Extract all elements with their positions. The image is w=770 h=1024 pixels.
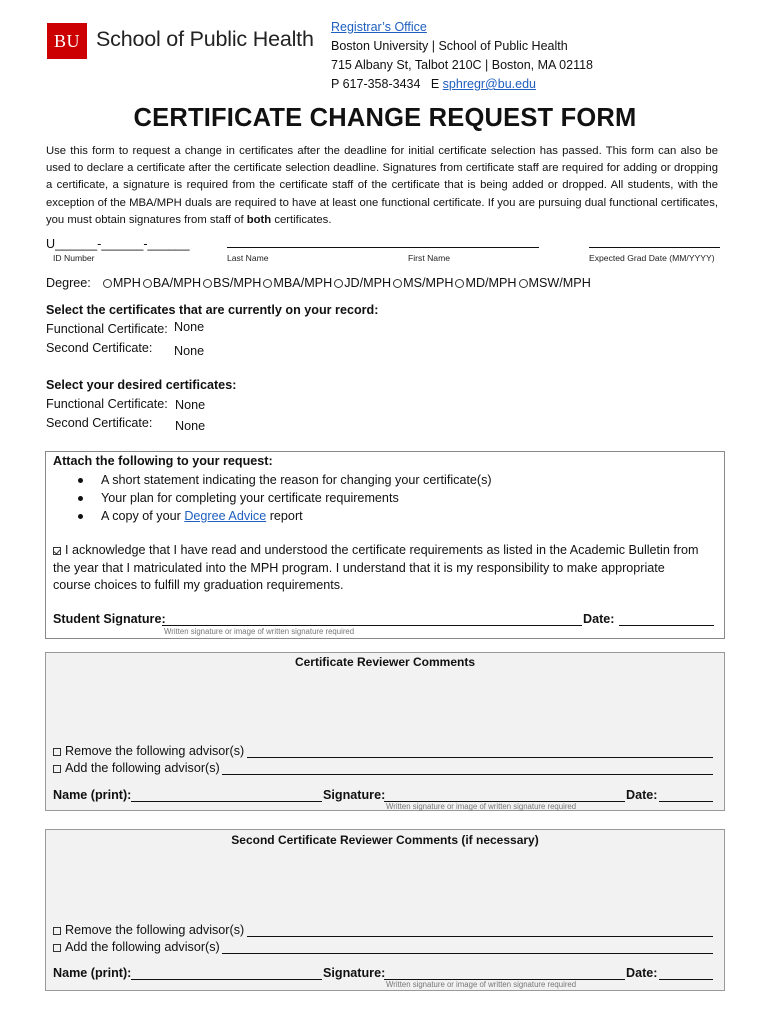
- desired-second-label: Second Certificate:: [46, 416, 153, 430]
- list-item: A copy of your Degree Advice report: [53, 507, 492, 525]
- student-date-field[interactable]: [619, 625, 714, 626]
- acknowledgement-line-1: I acknowledge that I have read and understood the certificate requirements as listed in the Academic Bulletin from: [53, 543, 699, 557]
- radio-icon: [103, 279, 112, 288]
- degree-option-bs-mph[interactable]: BS/MPH: [203, 276, 261, 290]
- bullet-icon: [78, 478, 83, 483]
- second-reviewer-heading: Second Certificate Reviewer Comments (if necessary): [231, 833, 539, 847]
- bullet-icon: [78, 514, 83, 519]
- bu-logo: [47, 23, 87, 59]
- reviewer-comments-heading: Certificate Reviewer Comments: [294, 655, 476, 669]
- degree-option-ms-mph[interactable]: MS/MPH: [393, 276, 453, 290]
- current-second-label: Second Certificate:: [46, 341, 153, 355]
- grad-date-field-line[interactable]: [589, 247, 720, 248]
- second-add-advisor-row: Add the following advisor(s): [53, 940, 220, 954]
- desired-certificates-heading: Select your desired certificates:: [46, 378, 237, 392]
- acknowledgement-line-2: the year that I matriculated into the MPH program. I understand that it is my responsibility to make appropriate: [53, 561, 665, 575]
- degree-option-mba-mph[interactable]: MBA/MPH: [263, 276, 332, 290]
- school-name: School of Public Health: [96, 27, 314, 51]
- reviewer-signature-label: Signature:: [323, 788, 386, 802]
- student-signature-note: Written signature or image of written signature required: [164, 627, 355, 636]
- last-name-label: Last Name: [227, 253, 269, 263]
- contact-line: [331, 77, 536, 91]
- desired-functional-label: Functional Certificate:: [46, 397, 168, 411]
- degree-option-mph[interactable]: MPH: [103, 276, 141, 290]
- second-reviewer-name-label: Name (print):: [53, 966, 132, 980]
- radio-icon: [203, 279, 212, 288]
- radio-icon: [455, 279, 464, 288]
- id-number-label: ID Number: [53, 253, 95, 263]
- second-remove-advisor-field[interactable]: [247, 936, 713, 937]
- attachments-heading: Attach the following to your request:: [53, 454, 273, 468]
- current-certificates-heading: Select the certificates that are currently on your record:: [46, 303, 379, 317]
- add-advisor-checkbox[interactable]: [53, 765, 61, 773]
- add-advisor-row: Add the following advisor(s): [53, 761, 220, 775]
- student-signature-field[interactable]: [162, 625, 582, 626]
- intro-paragraph: Use this form to request a change in certificates after the deadline for initial certificate selection has passed. This form can also be used to declare a certificate after the certificate selection deadline. Signatures from certificate staff are required for adding or dropping a certificate, a signature is required from the certificate staff of the certificate that is being added or dropped. All students, with the exception of the MBA/MPH duals are required to have at least one functional certificate. If you are pursuing dual functional certificates, you must obtain signatures from staff of both certificates.: [46, 145, 718, 226]
- acknowledgement-line-3: course choices to fulfill my graduation requirements.: [53, 578, 344, 592]
- second-reviewer-signature-note: Written signature or image of written signature required: [386, 980, 577, 989]
- bu-logo-letters: BU: [53, 31, 80, 51]
- address-line-1: Boston University | School of Public Health: [331, 39, 568, 53]
- second-reviewer-date-field[interactable]: [659, 979, 713, 980]
- reviewer-signature-note: Written signature or image of written signature required: [386, 802, 577, 811]
- remove-advisor-row: Remove the following advisor(s): [53, 744, 244, 758]
- student-signature-label: Student Signature:: [53, 612, 166, 626]
- list-item: A short statement indicating the reason for changing your certificate(s): [53, 471, 492, 489]
- student-date-label: Date:: [583, 612, 615, 626]
- attachments-list: [53, 471, 492, 525]
- address-line-2: 715 Albany St, Talbot 210C | Boston, MA 02118: [331, 58, 593, 72]
- reviewer-date-field[interactable]: [659, 801, 713, 802]
- email-link[interactable]: sphregr@bu.edu: [442, 77, 536, 91]
- degree-option-jd-mph[interactable]: JD/MPH: [334, 276, 391, 290]
- degree-radio-group: [46, 276, 593, 290]
- reviewer-comments-textarea[interactable]: [53, 674, 717, 738]
- grad-date-label: Expected Grad Date (MM/YYYY): [589, 253, 715, 263]
- phone-text: P 617-358-3434 E: [331, 77, 443, 91]
- second-reviewer-comments-textarea[interactable]: [53, 852, 717, 916]
- radio-icon: [263, 279, 272, 288]
- first-name-label: First Name: [408, 253, 451, 263]
- current-second-select[interactable]: None: [174, 344, 205, 358]
- name-field-line[interactable]: [227, 247, 539, 248]
- add-advisor-field[interactable]: [222, 774, 713, 775]
- second-remove-advisor-checkbox[interactable]: [53, 927, 61, 935]
- page-title: CERTIFICATE CHANGE REQUEST FORM: [133, 104, 637, 132]
- remove-advisor-checkbox[interactable]: [53, 748, 61, 756]
- degree-option-md-mph[interactable]: MD/MPH: [455, 276, 516, 290]
- desired-second-select[interactable]: None: [175, 419, 206, 433]
- list-item: Your plan for completing your certificate requirements: [53, 489, 492, 507]
- radio-icon: [143, 279, 152, 288]
- second-add-advisor-field[interactable]: [222, 953, 713, 954]
- second-reviewer-signature-label: Signature:: [323, 966, 386, 980]
- second-reviewer-date-label: Date:: [626, 966, 658, 980]
- current-functional-select[interactable]: None: [174, 320, 205, 334]
- degree-label: Degree:: [46, 276, 91, 290]
- registrar-office-link[interactable]: Registrar’s Office: [331, 20, 427, 34]
- radio-icon: [519, 279, 528, 288]
- id-number-field[interactable]: U______-______-______: [46, 237, 190, 251]
- remove-advisor-field[interactable]: [247, 757, 713, 758]
- radio-icon: [334, 279, 343, 288]
- degree-advice-link[interactable]: Degree Advice: [184, 509, 267, 523]
- reviewer-name-label: Name (print):: [53, 788, 132, 802]
- degree-option-ba-mph[interactable]: BA/MPH: [143, 276, 201, 290]
- acknowledge-checkbox[interactable]: [53, 547, 61, 555]
- second-reviewer-name-field[interactable]: [131, 979, 322, 980]
- second-remove-advisor-row: Remove the following advisor(s): [53, 923, 244, 937]
- reviewer-date-label: Date:: [626, 788, 658, 802]
- second-add-advisor-checkbox[interactable]: [53, 944, 61, 952]
- degree-option-msw-mph[interactable]: MSW/MPH: [519, 276, 591, 290]
- desired-functional-select[interactable]: None: [175, 398, 206, 412]
- bullet-icon: [78, 496, 83, 501]
- current-functional-label: Functional Certificate:: [46, 322, 168, 336]
- radio-icon: [393, 279, 402, 288]
- reviewer-name-field[interactable]: [131, 801, 322, 802]
